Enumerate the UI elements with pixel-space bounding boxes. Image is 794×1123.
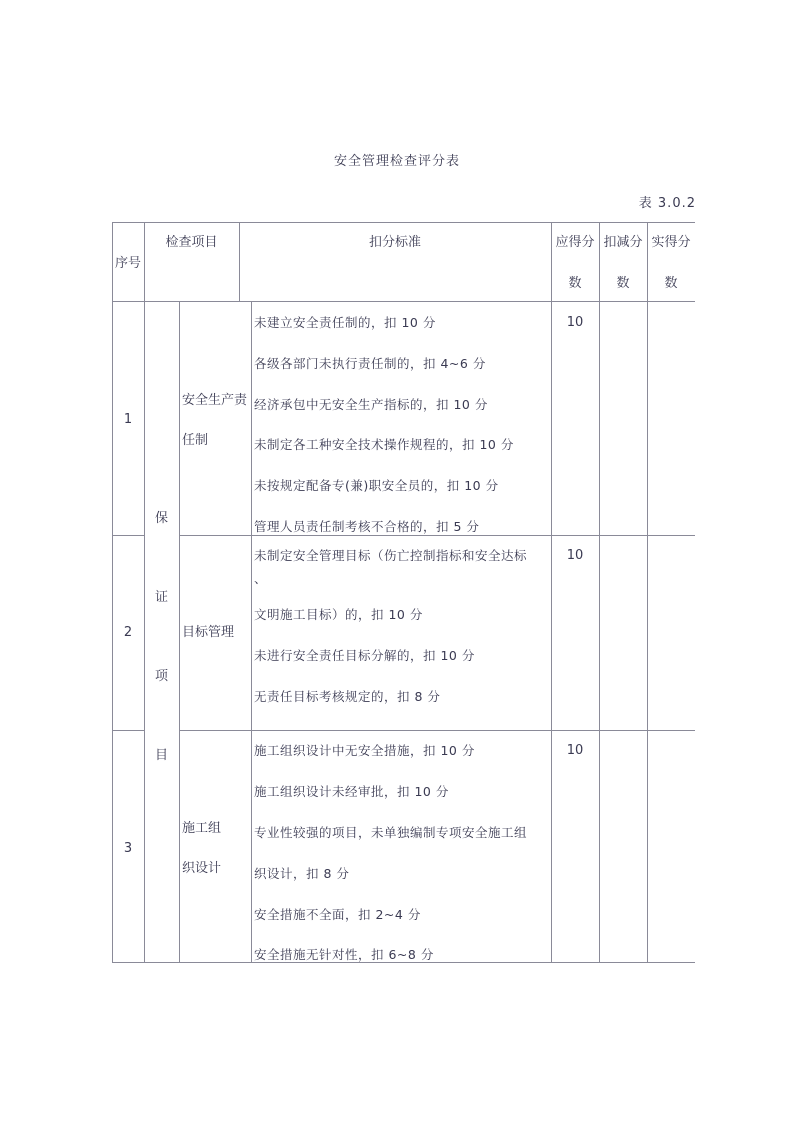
- row3-criteria-1: 施工组织设计中无安全措施，扣 10 分: [254, 743, 475, 758]
- row3-criteria-5: 安全措施不全面，扣 2~4 分: [254, 907, 421, 922]
- row3-criteria-4: 织设计，扣 8 分: [254, 866, 350, 881]
- row2-item-line1: 目标管理: [182, 625, 235, 640]
- header-divider: [112, 301, 695, 302]
- row3-criteria-3: 专业性较强的项目，未单独编制专项安全施工组: [254, 825, 528, 840]
- col-divider-group: [179, 301, 180, 963]
- col-divider-deduct: [647, 222, 648, 963]
- header-criteria: 扣分标准: [368, 235, 421, 250]
- header-seq: 序号: [114, 256, 141, 271]
- row2-criteria-5: 无责任目标考核规定的，扣 8 分: [254, 689, 441, 704]
- row2-criteria-1: 未制定安全管理目标（伤亡控制指标和安全达标: [254, 548, 528, 563]
- row1-criteria-3: 经济承包中无安全生产指标的，扣 10 分: [254, 397, 488, 412]
- group-char-3: 项: [154, 669, 168, 684]
- row2-seq: 2: [123, 625, 133, 640]
- header-deduct-score-line2: 数: [616, 276, 630, 291]
- row1-criteria-1: 未建立安全责任制的，扣 10 分: [254, 315, 436, 330]
- header-deduct-score-line1: 扣减分: [603, 235, 643, 250]
- document-title: 安全管理检查评分表: [333, 154, 460, 169]
- row2-criteria-2: 、: [254, 571, 268, 586]
- row-divider-2: [112, 730, 145, 731]
- group-char-2: 证: [154, 590, 168, 605]
- table-number: 表 3.0.2: [638, 196, 696, 211]
- row1-score: 10: [566, 315, 584, 330]
- row1-criteria-4: 未制定各工种安全技术操作规程的，扣 10 分: [254, 437, 514, 452]
- col-divider-should: [599, 222, 600, 963]
- row-divider-2b: [180, 730, 695, 731]
- row3-item-line2: 织设计: [182, 861, 222, 876]
- group-char-4: 目: [154, 748, 168, 763]
- row1-item-line2: 任制: [182, 433, 209, 448]
- row3-item-line1: 施工组: [182, 821, 222, 836]
- row1-item-line1: 安全生产责: [182, 393, 248, 408]
- header-check-item: 检查项目: [165, 235, 218, 250]
- row1-seq: 1: [123, 412, 133, 427]
- col-divider-criteria: [551, 222, 552, 963]
- row1-criteria-6: 管理人员责任制考核不合格的，扣 5 分: [254, 519, 480, 534]
- row3-criteria-6: 安全措施无针对性，扣 6~8 分: [254, 947, 434, 962]
- header-should-score-line2: 数: [568, 276, 582, 291]
- header-actual-score-line1: 实得分: [651, 235, 691, 250]
- row3-score: 10: [566, 743, 584, 758]
- row3-criteria-2: 施工组织设计未经审批，扣 10 分: [254, 784, 449, 799]
- row2-criteria-3: 文明施工目标）的，扣 10 分: [254, 607, 423, 622]
- row1-criteria-2: 各级各部门未执行责任制的，扣 4~6 分: [254, 356, 486, 371]
- row3-seq: 3: [123, 841, 133, 856]
- header-actual-score-line2: 数: [664, 276, 678, 291]
- row2-score: 10: [566, 548, 584, 563]
- table-border-top: [112, 222, 695, 223]
- row2-criteria-4: 未进行安全责任目标分解的，扣 10 分: [254, 648, 475, 663]
- row1-criteria-5: 未按规定配备专(兼)职安全员的，扣 10 分: [254, 478, 499, 493]
- group-char-1: 保: [154, 511, 168, 526]
- header-should-score-line1: 应得分: [555, 235, 595, 250]
- col-divider-item: [251, 301, 252, 963]
- row-divider-1: [112, 535, 145, 536]
